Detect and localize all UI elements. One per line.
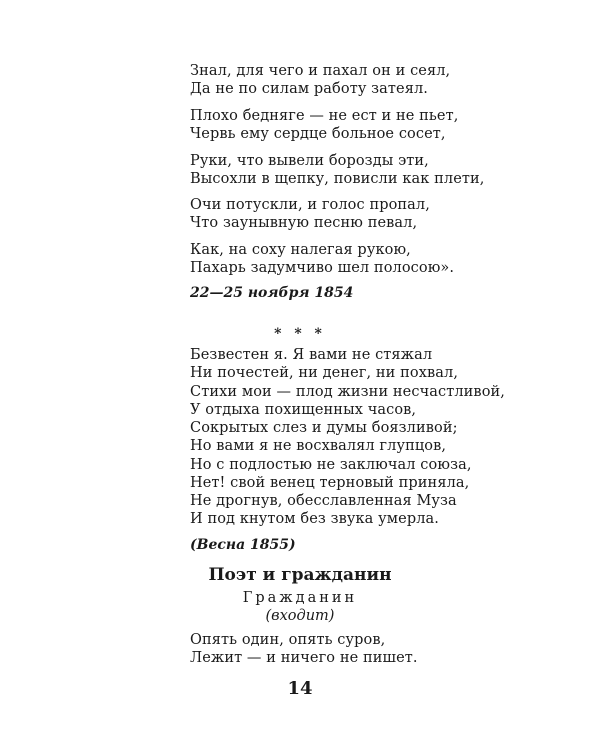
poem1-line: Пахарь задумчиво шел полосою». <box>190 260 455 276</box>
poem1-line: Да не по силам работу затеял. <box>190 81 429 97</box>
poem1-line: Как, на соху налегая рукою, <box>190 242 411 258</box>
poem1-line: Высохли в щепку, повисли как плети, <box>190 171 485 187</box>
poem2-line: И под кнутом без звука умерла. <box>190 511 439 527</box>
poem2-line: Стихи мои — плод жизни несчастливой, <box>190 384 505 400</box>
poem2-date: (Весна 1855) <box>190 537 296 553</box>
poem2-line: У отдыха похищенных часов, <box>190 402 417 418</box>
stage-direction: (входит) <box>265 608 335 624</box>
poem2-line: Но вами я не восхвалял глупцов, <box>190 438 447 454</box>
poem2-line: Не дрогнув, обесславленная Муза <box>190 493 457 509</box>
page-number: 14 <box>287 678 313 699</box>
poem1-line: Знал, для чего и пахал он и сеял, <box>190 63 451 79</box>
poem1-date: 22—25 ноября 1854 <box>190 285 354 301</box>
speaker-name: Гражданин <box>242 590 358 606</box>
poem2-line: Ни почестей, ни денег, ни похвал, <box>190 365 459 381</box>
poem2-line: Безвестен я. Я вами не стяжал <box>190 347 433 363</box>
poem2-line: Нет! свой венец терновый приняла, <box>190 475 470 491</box>
poem1-line: Червь ему сердце больное сосет, <box>190 126 446 142</box>
poem1-line: Что заунывную песню певал, <box>190 215 418 231</box>
poem2-title-asterisks: * * * <box>274 326 326 342</box>
poem3-title: Поэт и гражданин <box>208 565 392 585</box>
poem1-line: Очи потускли, и голос пропал, <box>190 197 430 213</box>
poem1-line: Руки, что вывели борозды эти, <box>190 153 429 169</box>
poem2-line: Но с подлостью не заключал союза, <box>190 457 472 473</box>
poem3-line: Лежит — и ничего не пишет. <box>190 650 418 666</box>
poem1-line: Плохо бедняге — не ест и не пьет, <box>190 108 459 124</box>
poem3-line: Опять один, опять суров, <box>190 632 386 648</box>
poem2-line: Сокрытых слез и думы боязливой; <box>190 420 458 436</box>
